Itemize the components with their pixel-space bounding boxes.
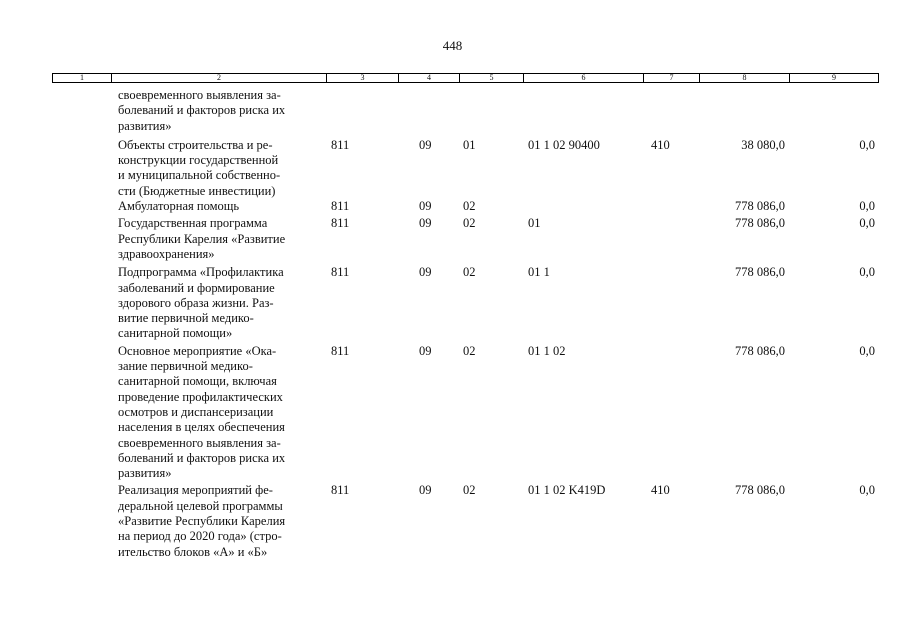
page-number: 448	[442, 38, 463, 53]
row-name-line: здорового образа жизни. Раз-	[118, 295, 274, 310]
table-body	[0, 88, 905, 560]
row-name-line: Амбулаторная помощь	[118, 199, 240, 214]
row-code-subsection: 02	[463, 343, 476, 358]
row-code-section: 09	[419, 343, 432, 358]
row-name-line: развития»	[118, 466, 172, 481]
column-header-8: 8	[699, 74, 789, 82]
table-row	[0, 88, 905, 134]
row-name-line: деральной целевой программы	[118, 498, 283, 513]
row-code-ministry: 811	[331, 265, 350, 280]
row-code-subsection: 01	[463, 137, 476, 152]
row-name	[118, 88, 328, 134]
row-name-line: Государственная программа	[118, 216, 268, 231]
row-name	[118, 265, 328, 341]
row-name-line: здравоохранения»	[118, 246, 215, 261]
row-name-line: ительство блоков «А» и «Б»	[118, 544, 268, 559]
row-name-line: осмотров и диспансеризации	[118, 404, 274, 419]
row-name-line: Основное мероприятие «Ока-	[118, 343, 277, 358]
table-row	[0, 344, 905, 482]
column-header-9: 9	[789, 74, 878, 82]
row-code-subsection: 02	[463, 199, 476, 214]
table-row	[0, 199, 905, 214]
row-name	[118, 344, 328, 482]
row-name-line: витие первичной медико-	[118, 311, 254, 326]
column-header-5: 5	[459, 74, 523, 82]
row-name-line: Подпрограмма «Профилактика	[118, 265, 284, 280]
row-amount-2: 0,0	[859, 265, 875, 280]
row-name-line: сти (Бюджетные инвестиции)	[118, 183, 276, 198]
row-name	[118, 199, 328, 214]
row-code-ministry: 811	[331, 199, 350, 214]
row-code-ministry: 811	[331, 216, 350, 231]
row-name-line: заболеваний и формирование	[118, 280, 275, 295]
column-header-4: 4	[398, 74, 459, 82]
row-amount-2: 0,0	[859, 483, 875, 498]
table-header-row	[52, 73, 879, 83]
row-name-line: и муниципальной собственно-	[118, 168, 281, 183]
row-amount-1: 778 086,0	[735, 216, 785, 231]
row-code-target-article: 01 1 02 90400	[528, 137, 600, 152]
column-header-7: 7	[643, 74, 699, 82]
row-code-ministry: 811	[331, 137, 350, 152]
row-name-line: конструкции государственной	[118, 153, 279, 168]
column-header-6: 6	[523, 74, 643, 82]
row-amount-1: 38 080,0	[741, 137, 785, 152]
row-name-line: зание первичной медико-	[118, 359, 253, 374]
row-code-section: 09	[419, 265, 432, 280]
row-name-line: Республики Карелия «Развитие	[118, 231, 286, 246]
row-amount-2: 0,0	[859, 199, 875, 214]
row-name-line: на период до 2020 года» (стро-	[118, 529, 282, 544]
row-name-line: населения в целях обеспечения	[118, 420, 285, 435]
row-code-ministry: 811	[331, 483, 350, 498]
row-name-line: своевременного выявления за-	[118, 88, 281, 102]
row-code-target-article: 01 1 02 K419D	[528, 483, 606, 498]
row-code-subsection: 02	[463, 265, 476, 280]
row-code-section: 09	[419, 216, 432, 231]
row-name-line: «Развитие Республики Карелия	[118, 514, 286, 529]
column-header-1: 1	[80, 73, 84, 82]
row-amount-2: 0,0	[859, 343, 875, 358]
row-code-section: 09	[419, 199, 432, 214]
row-name-line: болеваний и факторов риска их	[118, 103, 286, 118]
column-header-2: 2	[111, 74, 326, 82]
row-amount-1: 778 086,0	[735, 265, 785, 280]
row-amount-1: 778 086,0	[735, 343, 785, 358]
row-amount-2: 0,0	[859, 137, 875, 152]
table-row	[0, 216, 905, 262]
row-code-ministry: 811	[331, 343, 350, 358]
table-row	[0, 265, 905, 341]
table-row	[0, 483, 905, 559]
row-name-line: Реализация мероприятий фе-	[118, 483, 273, 498]
row-name	[118, 483, 328, 559]
row-name-line: развития»	[118, 118, 172, 133]
row-code-target-article: 01	[528, 216, 541, 231]
row-name-line: болеваний и факторов риска их	[118, 450, 286, 465]
table-row	[0, 138, 905, 199]
row-code-subsection: 02	[463, 216, 476, 231]
row-name	[118, 216, 328, 262]
row-amount-1: 778 086,0	[735, 483, 785, 498]
row-amount-1: 778 086,0	[735, 199, 785, 214]
row-amount-2: 0,0	[859, 216, 875, 231]
row-code-expense-type: 410	[651, 137, 670, 152]
row-name-line: санитарной помощи, включая	[118, 374, 277, 389]
row-name-line: проведение профилактических	[118, 389, 283, 404]
row-code-expense-type: 410	[651, 483, 670, 498]
row-code-subsection: 02	[463, 483, 476, 498]
row-code-section: 09	[419, 483, 432, 498]
row-name-line: Объекты строительства и ре-	[118, 137, 273, 152]
row-code-section: 09	[419, 137, 432, 152]
column-header-3: 3	[326, 74, 398, 82]
row-code-target-article: 01 1	[528, 265, 550, 280]
row-name-line: санитарной помощи»	[118, 326, 233, 341]
row-name-line: своевременного выявления за-	[118, 435, 281, 450]
row-name	[118, 138, 328, 199]
row-code-target-article: 01 1 02	[528, 343, 566, 358]
